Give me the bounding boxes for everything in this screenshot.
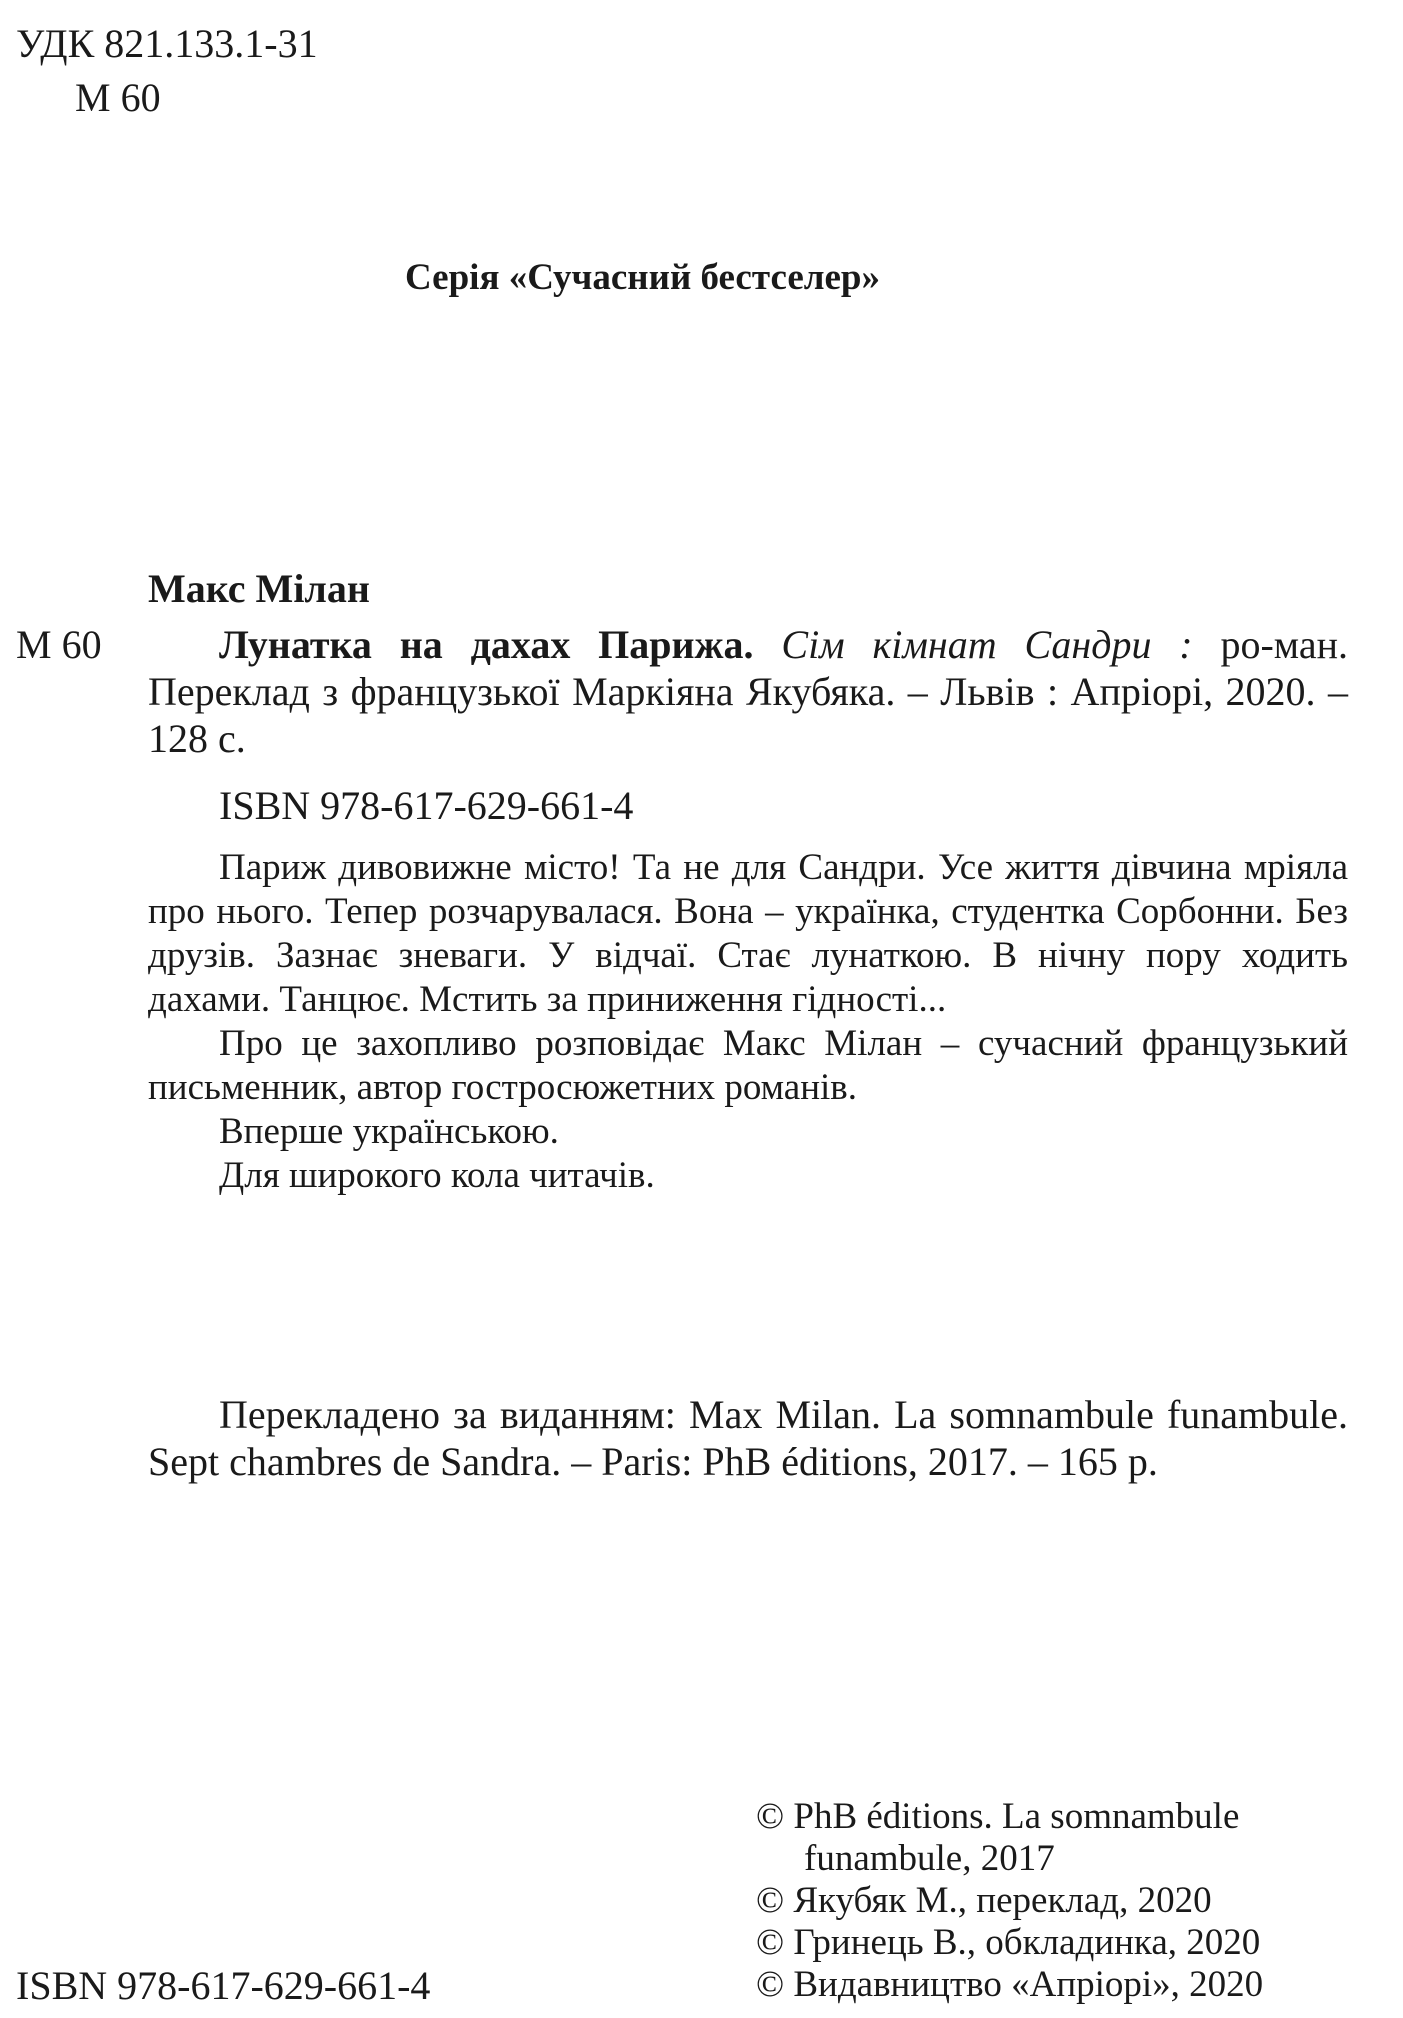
annotation-paragraph: Вперше українською. bbox=[219, 1111, 559, 1152]
isbn-main: ISBN 978-617-629-661-4 bbox=[219, 783, 634, 828]
copyright-line: © Гринець В., обкладинка, 2020 bbox=[756, 1922, 1261, 1963]
book-title: Лунатка на дахах Парижа. bbox=[219, 622, 754, 667]
author-sign-top: М 60 bbox=[75, 75, 161, 120]
isbn-bottom: ISBN 978-617-629-661-4 bbox=[16, 1963, 431, 2008]
series-title: Серія «Сучасний бестселер» bbox=[405, 257, 881, 298]
annotation-paragraph: Про це захопливо розповідає Макс Мілан – сучасний французький письменник, автор гостросюжетних романів. bbox=[148, 1023, 1348, 1108]
annotation bbox=[148, 846, 1348, 1198]
copyright-line-continued: funambule, 2017 bbox=[804, 1838, 1055, 1879]
annotation-paragraph: Париж дивовижне місто! Та не для Сандри. Усе життя дівчина мріяла про нього. Тепер розчарувалася. Вона – українка, студентка Сорбонни. Без друзів. Зазнає зневаги. У відчаї. Стає лунаткою. В нічну пору ходить дахами. Танцює. Мстить за приниження гідності... bbox=[148, 847, 1348, 1020]
copyright-block bbox=[756, 1796, 1356, 2006]
copyright-line: © PhB éditions. La somnambule bbox=[756, 1796, 1240, 1837]
copyright-line: © Якубяк М., переклад, 2020 bbox=[756, 1880, 1212, 1921]
book-genre-start: ро- bbox=[1220, 622, 1274, 667]
author-name: Макс Мілан bbox=[148, 566, 370, 611]
original-edition-text: Перекладено за виданням: Max Milan. La somnambule funambule. Sept chambres de Sandra. – Paris: PhB éditions, 2017. – 165 p. bbox=[148, 1392, 1348, 1484]
original-edition bbox=[148, 1391, 1348, 1485]
author-sign-margin: М 60 bbox=[16, 622, 102, 667]
udk-code: УДК 821.133.1-31 bbox=[16, 21, 318, 66]
annotation-paragraph: Для широкого кола читачів. bbox=[219, 1155, 655, 1196]
bibliographic-description bbox=[148, 621, 1348, 762]
copyright-line: © Видавництво «Апріорі», 2020 bbox=[756, 1964, 1264, 2005]
book-details: ман. Переклад з французької Маркіяна Якубяка. – Львів : Апріорі, 2020. – 128 с. bbox=[148, 622, 1348, 761]
book-subtitle: Сім кімнат Сандри : bbox=[781, 622, 1193, 667]
